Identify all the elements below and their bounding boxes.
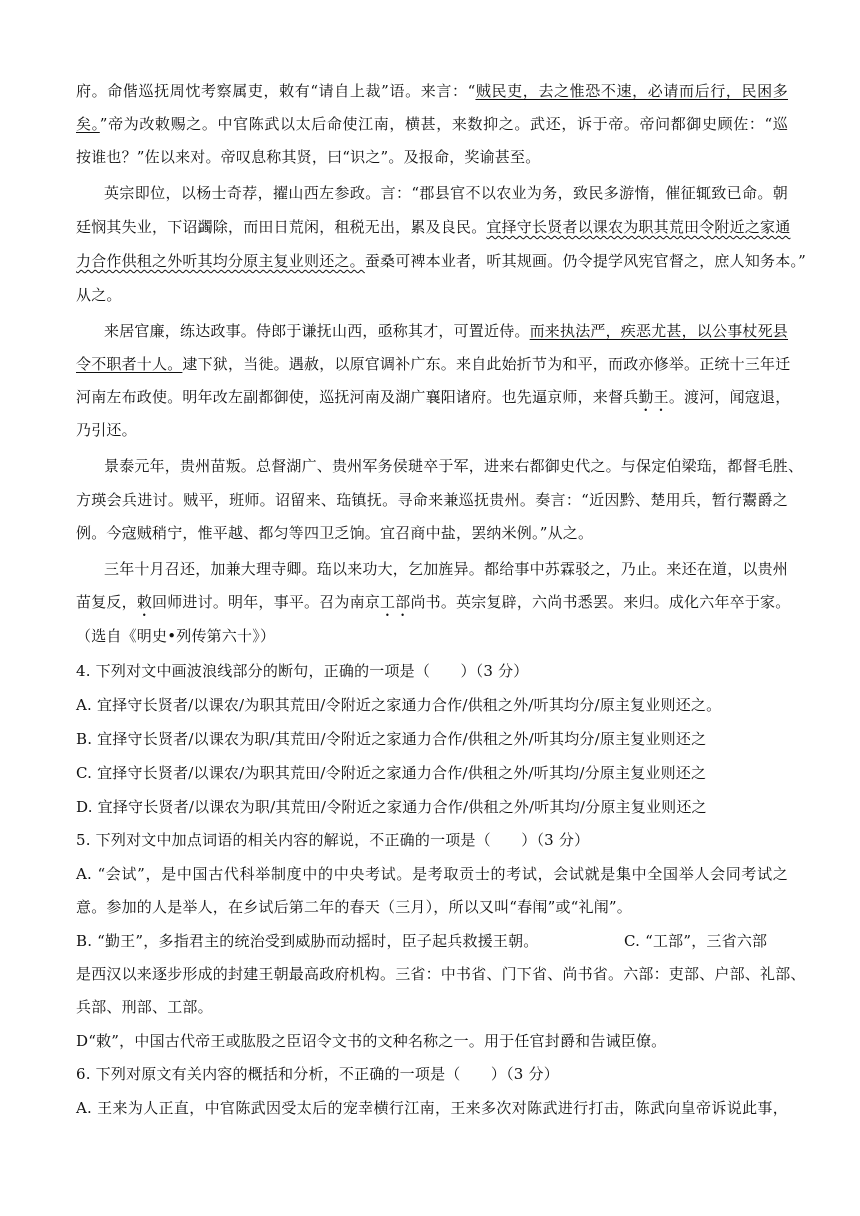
passage-line: 河南左布政使。明年改左副都御使，巡抚河南及湖广襄阳诸府。也先逼京师，来督兵勤王。渡河，闻寇退， xyxy=(76,388,791,406)
passage-line: 英宗即位，以杨士奇荐，擢山西左参政。言：“郡县官不以农业为务，致民多游惰，催征辄致已命。朝 xyxy=(104,184,788,202)
question-4-option-c: C. 宜择守长贤者/以课农/为职其荒田/令附近之家通力合作/供租之外/听其均/分原主复业则还之 xyxy=(76,764,707,782)
question-4-option-d: D. 宜择守长贤者/以课农为职/其荒田/令附近之家通力合作/供租之外/听其均/分原主复业则还之 xyxy=(76,798,707,816)
question-5-option-c-cont2: 兵部、刑部、工部。 xyxy=(76,998,213,1016)
underlined-sentence: 而来执法严，疾恶尤甚，以公事杖死县 xyxy=(529,322,789,340)
source-citation: （选自《明史•列传第六十》） xyxy=(76,627,276,645)
passage-line: 廷悯其失业，下诏蠲除，而田日荒闲，租税无出，累及良民。宜择守长贤者以课农为职其荒田令附近之家通 xyxy=(76,218,791,236)
question-4-stem: 4. 下列对文中画波浪线部分的断句，正确的一项是（ ）（3 分） xyxy=(76,662,529,680)
passage-line: 来居官廉，练达政事。侍郎于谦抚山西，亟称其才，可置近侍。而来执法严，疾恶尤甚，以公事杖死县 xyxy=(104,322,789,340)
dotted-term-gongbu: 工部 xyxy=(380,593,411,611)
passage-line: 乃引还。 xyxy=(76,421,137,439)
question-5-option-a-cont: 意。参加的人是举人，在乡试后第二年的春天（三月），所以又叫“春闱”或“礼闱”。 xyxy=(76,898,632,916)
question-5-option-a: A. “会试”，是中国古代科举制度中的中央考试。是考取贡士的考试，会试就是集中全国举人会同考试之 xyxy=(76,865,788,883)
passage-line: 例。今寇贼稍宁，惟平越、都匀等四卫乏饷。宜召商中盐，罢纳米例。”从之。 xyxy=(76,524,594,542)
wavy-underlined-sentence: 力合作供租之外听其均分原主复业则还之。 xyxy=(76,252,365,270)
dotted-term-qinwang: 勤王 xyxy=(638,388,669,406)
passage-line: 力合作供租之外听其均分原主复业则还之。蚕桑可裨本业者，听其规画。仍令提学风宪官督之，庶人知务本。” xyxy=(76,252,806,270)
passage-line: 令不职者十人。逮下狱，当徙。遇赦，以原官调补广东。来自此始折节为和平，而政亦修举。正统十三年迁 xyxy=(76,355,791,373)
passage-line: 府。命偕巡抚周忱考察属吏，敕有“请自上裁”语。来言：“贼民吏，去之惟恐不速，必请而后行，民困多 xyxy=(76,82,788,100)
passage-line: 按谁也？”佐以来对。帝叹息称其贤，曰“识之”。及报命，奖谕甚至。 xyxy=(76,148,541,166)
question-5-option-b: B. “勤王”，多指君主的统治受到威胁而动摇时，臣子起兵救援王朝。 C. “工部”，三省六部 xyxy=(76,932,768,950)
passage-line: 苗复反，敕回师进讨。明年，事平。召为南京工部尚书。英宗复辟，六尚书悉罢。来归。成化六年卒于家。 xyxy=(76,593,791,611)
question-6-stem: 6. 下列对原文有关内容的概括和分析，不正确的一项是（ ）（3 分） xyxy=(76,1065,559,1083)
underlined-sentence: 贼民吏，去之惟恐不速，必请而后行，民困多 xyxy=(475,82,788,100)
passage-line: 三年十月召还，加兼大理寺卿。珤以来功大，乞加旌异。都给事中苏霖驳之，乃止。来还在道，以贵州 xyxy=(104,560,789,578)
passage-line: 景泰元年，贵州苗叛。总督湖广、贵州军务侯琎卒于军，进来右都御史代之。与保定伯梁珤，都督毛胜、 xyxy=(104,457,804,475)
underlined-sentence: 矣。 xyxy=(76,115,100,133)
question-5-option-c: C. “工部”，三省六部 xyxy=(624,932,768,950)
passage-line: 从之。 xyxy=(76,286,122,304)
question-5-option-c-cont: 是西汉以来逐步形成的封建王朝最高政府机构。三省：中书省、门下省、尚书省。六部：吏部、户部、礼部、 xyxy=(76,965,806,983)
dotted-term-chi: 敕 xyxy=(136,593,153,611)
question-5-option-d: D“敕”，中国古代帝王或肱股之臣诏令文书的文种名称之一。用于任官封爵和告诫臣僚。 xyxy=(76,1032,667,1050)
question-4-option-a: A. 宜择守长贤者/以课农/为职其荒田/令附近之家通力合作/供租之外/听其均分/原主复业则还之。 xyxy=(76,696,722,714)
passage-line: 方瑛会兵进讨。贼平，班师。诏留来、珤镇抚。寻命来兼巡抚贵州。奏言：“近因黔、楚用兵，暂行鬻爵之 xyxy=(76,491,788,509)
underlined-sentence: 令不职者十人。 xyxy=(76,355,183,373)
question-6-option-a: A. 王来为人正直，中官陈武因受太后的宠幸横行江南，王来多次对陈武进行打击，陈武向皇帝诉说此事， xyxy=(76,1099,788,1117)
passage-line: 矣。”帝为改敕赐之。中官陈武以太后命使江南，横甚，来数抑之。武还，诉于帝。帝问都御史顾佐：“巡 xyxy=(76,115,788,133)
wavy-underlined-sentence: 宜择守长贤者以课农为职其荒田令附近之家通 xyxy=(486,218,791,236)
question-5-stem: 5. 下列对文中加点词语的相关内容的解说，不正确的一项是（ ）（3 分） xyxy=(76,831,590,849)
question-4-option-b: B. 宜择守长贤者/以课农为职/其荒田/令附近之家通力合作/供租之外/听其均分/原主复业则还之 xyxy=(76,730,707,748)
